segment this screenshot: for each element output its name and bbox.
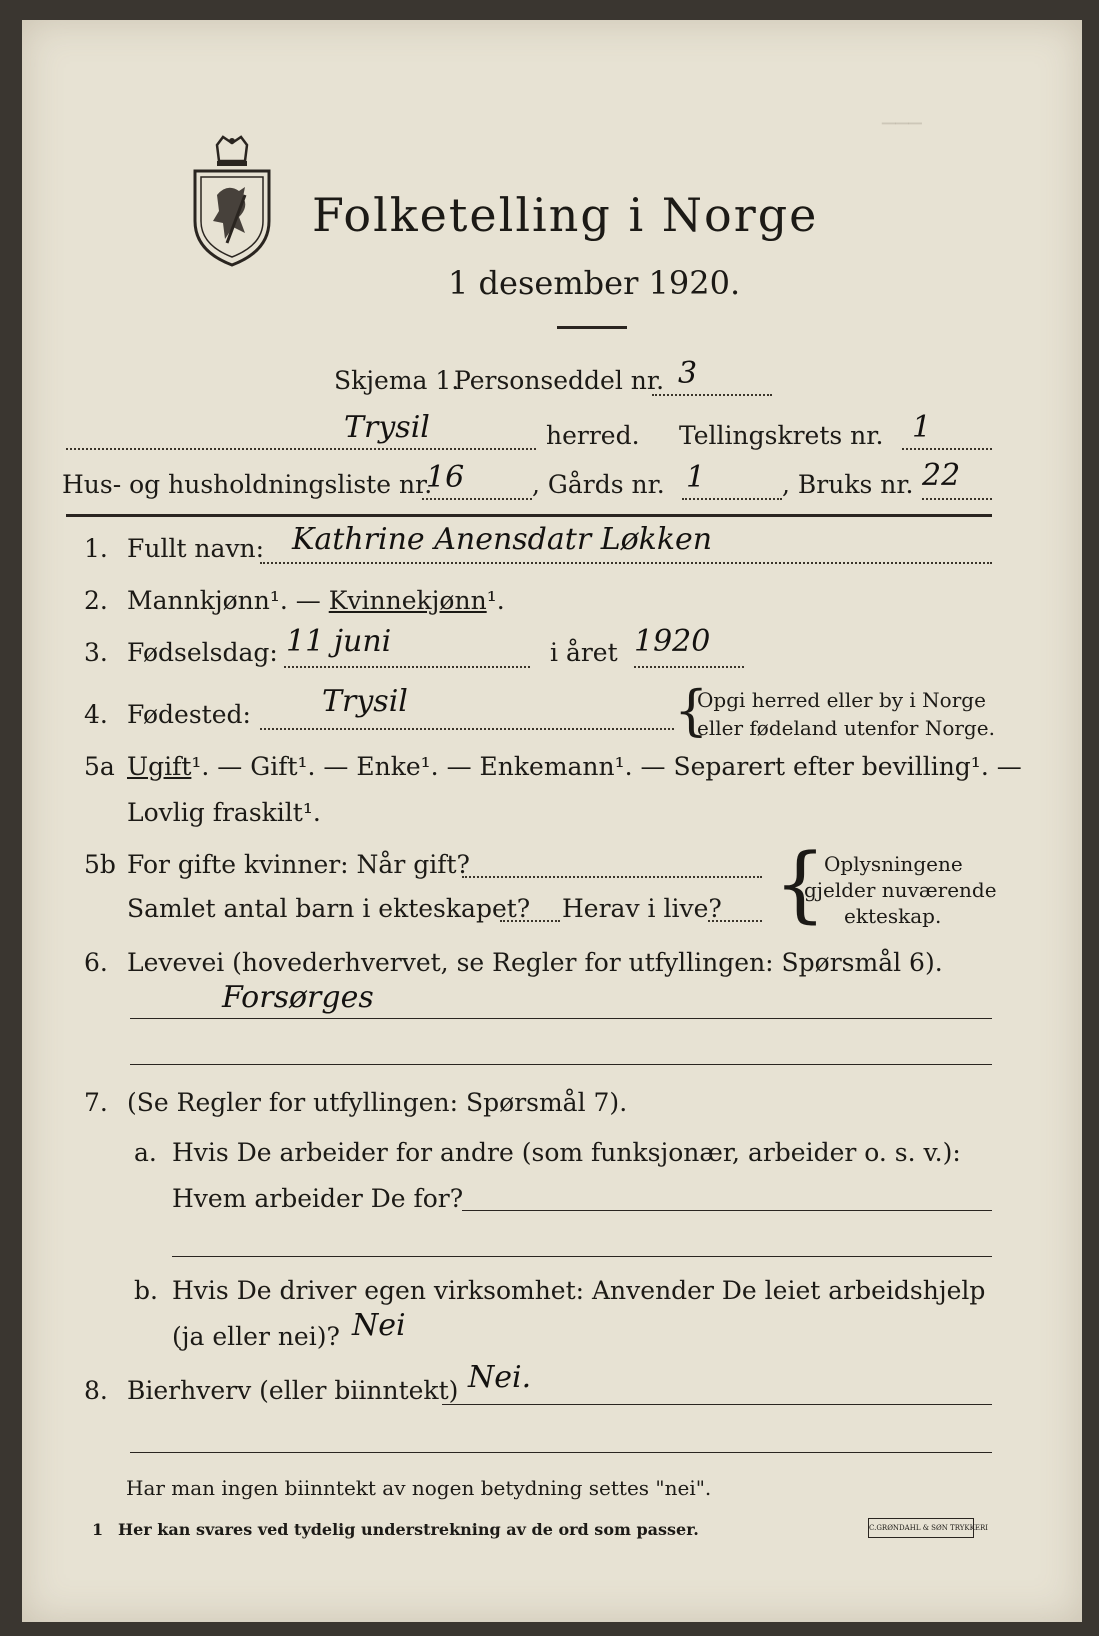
schema-label: Skjema 1. bbox=[334, 366, 460, 395]
gards-label: , Gårds nr. bbox=[532, 470, 665, 499]
q4-line bbox=[260, 728, 674, 730]
personseddel-line bbox=[652, 394, 772, 396]
printer-stamp: C.GRØNDAHL & SØN TRYKKERI bbox=[868, 1518, 974, 1538]
q6-number: 6. bbox=[84, 948, 108, 977]
q3-number: 3. bbox=[84, 638, 108, 667]
q4-note-line2: eller fødeland utenfor Norge. bbox=[697, 716, 995, 740]
herred-value: Trysil bbox=[344, 410, 430, 445]
q5a-number: 5a bbox=[84, 752, 115, 781]
q6-label: Levevei (hovederhvervet, se Regler for utfyllingen: Spørsmål 6). bbox=[127, 948, 943, 977]
q1-number: 1. bbox=[84, 534, 108, 563]
q6-line2 bbox=[130, 1064, 992, 1065]
q8-answer-line bbox=[442, 1404, 992, 1405]
tellingskrets-value: 1 bbox=[912, 410, 932, 445]
gards-line bbox=[682, 498, 782, 500]
hus-value: 16 bbox=[426, 460, 465, 495]
q5a-option-ugift: Ugift bbox=[127, 752, 192, 781]
q2-footnote-mark: ¹. bbox=[486, 586, 505, 615]
q2-number: 2. bbox=[84, 586, 108, 615]
q7a-text: Hvis De arbeider for andre (som funksjonær, arbeider o. s. v.): bbox=[172, 1138, 961, 1167]
coat-of-arms-icon bbox=[187, 135, 277, 271]
q5b-children-line bbox=[500, 920, 560, 922]
q3-year-line bbox=[634, 666, 744, 668]
q5b-alive-line bbox=[708, 920, 762, 922]
q4-value: Trysil bbox=[322, 684, 408, 719]
q7a-answer-line2 bbox=[172, 1256, 992, 1257]
q7a-answer-line bbox=[462, 1210, 992, 1211]
q3-year-label: i året bbox=[550, 638, 618, 667]
bruks-value: 22 bbox=[922, 458, 961, 493]
header-divider bbox=[66, 514, 992, 517]
q7-number: 7. bbox=[84, 1088, 108, 1117]
q7a-question: Hvem arbeider De for? bbox=[172, 1184, 464, 1213]
hus-label: Hus- og husholdningsliste nr. bbox=[62, 470, 433, 499]
q5b-note-line3: ekteskap. bbox=[844, 904, 942, 928]
tellingskrets-line bbox=[902, 448, 992, 450]
q2-option-male: Mannkjønn¹. — bbox=[127, 586, 329, 615]
bruks-label: , Bruks nr. bbox=[782, 470, 914, 499]
q5a-text bbox=[127, 752, 1022, 781]
footnote-text: Her kan svares ved tydelig understrekning av de ord som passer. bbox=[118, 1520, 699, 1539]
q1-value: Kathrine Anensdatr Løkken bbox=[292, 522, 713, 557]
footer-note: Har man ingen biinntekt av nogen betydning settes "nei". bbox=[126, 1476, 712, 1500]
q3-line bbox=[284, 666, 530, 668]
form-title: Folketelling i Norge bbox=[312, 188, 819, 242]
q3-value: 11 juni bbox=[286, 624, 392, 659]
q5a-option-fraskilt: Lovlig fraskilt¹. bbox=[127, 798, 321, 827]
personseddel-value: 3 bbox=[678, 356, 698, 391]
q8-number: 8. bbox=[84, 1376, 108, 1405]
q4-brace: { bbox=[674, 679, 709, 742]
q7b-text: Hvis De driver egen virksomhet: Anvender De leiet arbeidshjelp bbox=[172, 1276, 986, 1305]
tellingskrets-label: Tellingskrets nr. bbox=[679, 421, 884, 450]
q6-value: Forsørges bbox=[222, 980, 374, 1015]
personseddel-label: Personseddel nr. bbox=[454, 366, 665, 395]
q6-line1 bbox=[130, 1018, 992, 1019]
q5a-options-rest: ¹. — Gift¹. — Enke¹. — Enkemann¹. — Separert efter bevilling¹. — bbox=[191, 752, 1022, 781]
title-rule bbox=[557, 326, 627, 329]
q7b-letter: b. bbox=[134, 1276, 158, 1305]
q2-option-female: Kvinnekjønn bbox=[328, 586, 487, 615]
q7b-question: (ja eller nei)? bbox=[172, 1322, 340, 1351]
hus-line bbox=[422, 498, 532, 500]
q5b-number: 5b bbox=[84, 850, 116, 879]
bleed-through-text: ─── bbox=[882, 112, 922, 137]
gards-value: 1 bbox=[686, 460, 706, 495]
q5b-brace: { bbox=[774, 837, 827, 932]
q7b-value: Nei bbox=[352, 1308, 406, 1343]
census-date: 1 desember 1920. bbox=[448, 264, 741, 302]
q4-number: 4. bbox=[84, 700, 108, 729]
q7a-letter: a. bbox=[134, 1138, 157, 1167]
q8-value: Nei. bbox=[468, 1360, 532, 1395]
q5b-note-line2: gjelder nuværende bbox=[804, 878, 997, 902]
q5b-married-line bbox=[462, 876, 762, 878]
q7-label: (Se Regler for utfyllingen: Spørsmål 7). bbox=[127, 1088, 628, 1117]
q5b-note-line1: Oplysningene bbox=[824, 852, 963, 876]
q5b-children-label: Samlet antal barn i ekteskapet? bbox=[127, 894, 531, 923]
q5b-line1-label: For gifte kvinner: Når gift? bbox=[127, 850, 470, 879]
census-form bbox=[22, 20, 1082, 1622]
q8-label: Bierhverv (eller biinntekt) bbox=[127, 1376, 459, 1405]
q4-label: Fødested: bbox=[127, 700, 251, 729]
herred-label: herred. bbox=[546, 421, 640, 450]
q1-line bbox=[260, 562, 992, 564]
bruks-line bbox=[922, 498, 992, 500]
q5b-alive-label: Herav i live? bbox=[562, 894, 722, 923]
q4-note-line1: Opgi herred eller by i Norge bbox=[697, 688, 986, 712]
footnote-number: 1 bbox=[92, 1520, 104, 1539]
q1-label: Fullt navn: bbox=[127, 534, 265, 563]
q8-answer-line2 bbox=[130, 1452, 992, 1453]
herred-line bbox=[66, 448, 536, 450]
q3-year-value: 1920 bbox=[634, 624, 711, 659]
q3-label: Fødselsdag: bbox=[127, 638, 278, 667]
q2-text bbox=[127, 586, 505, 615]
